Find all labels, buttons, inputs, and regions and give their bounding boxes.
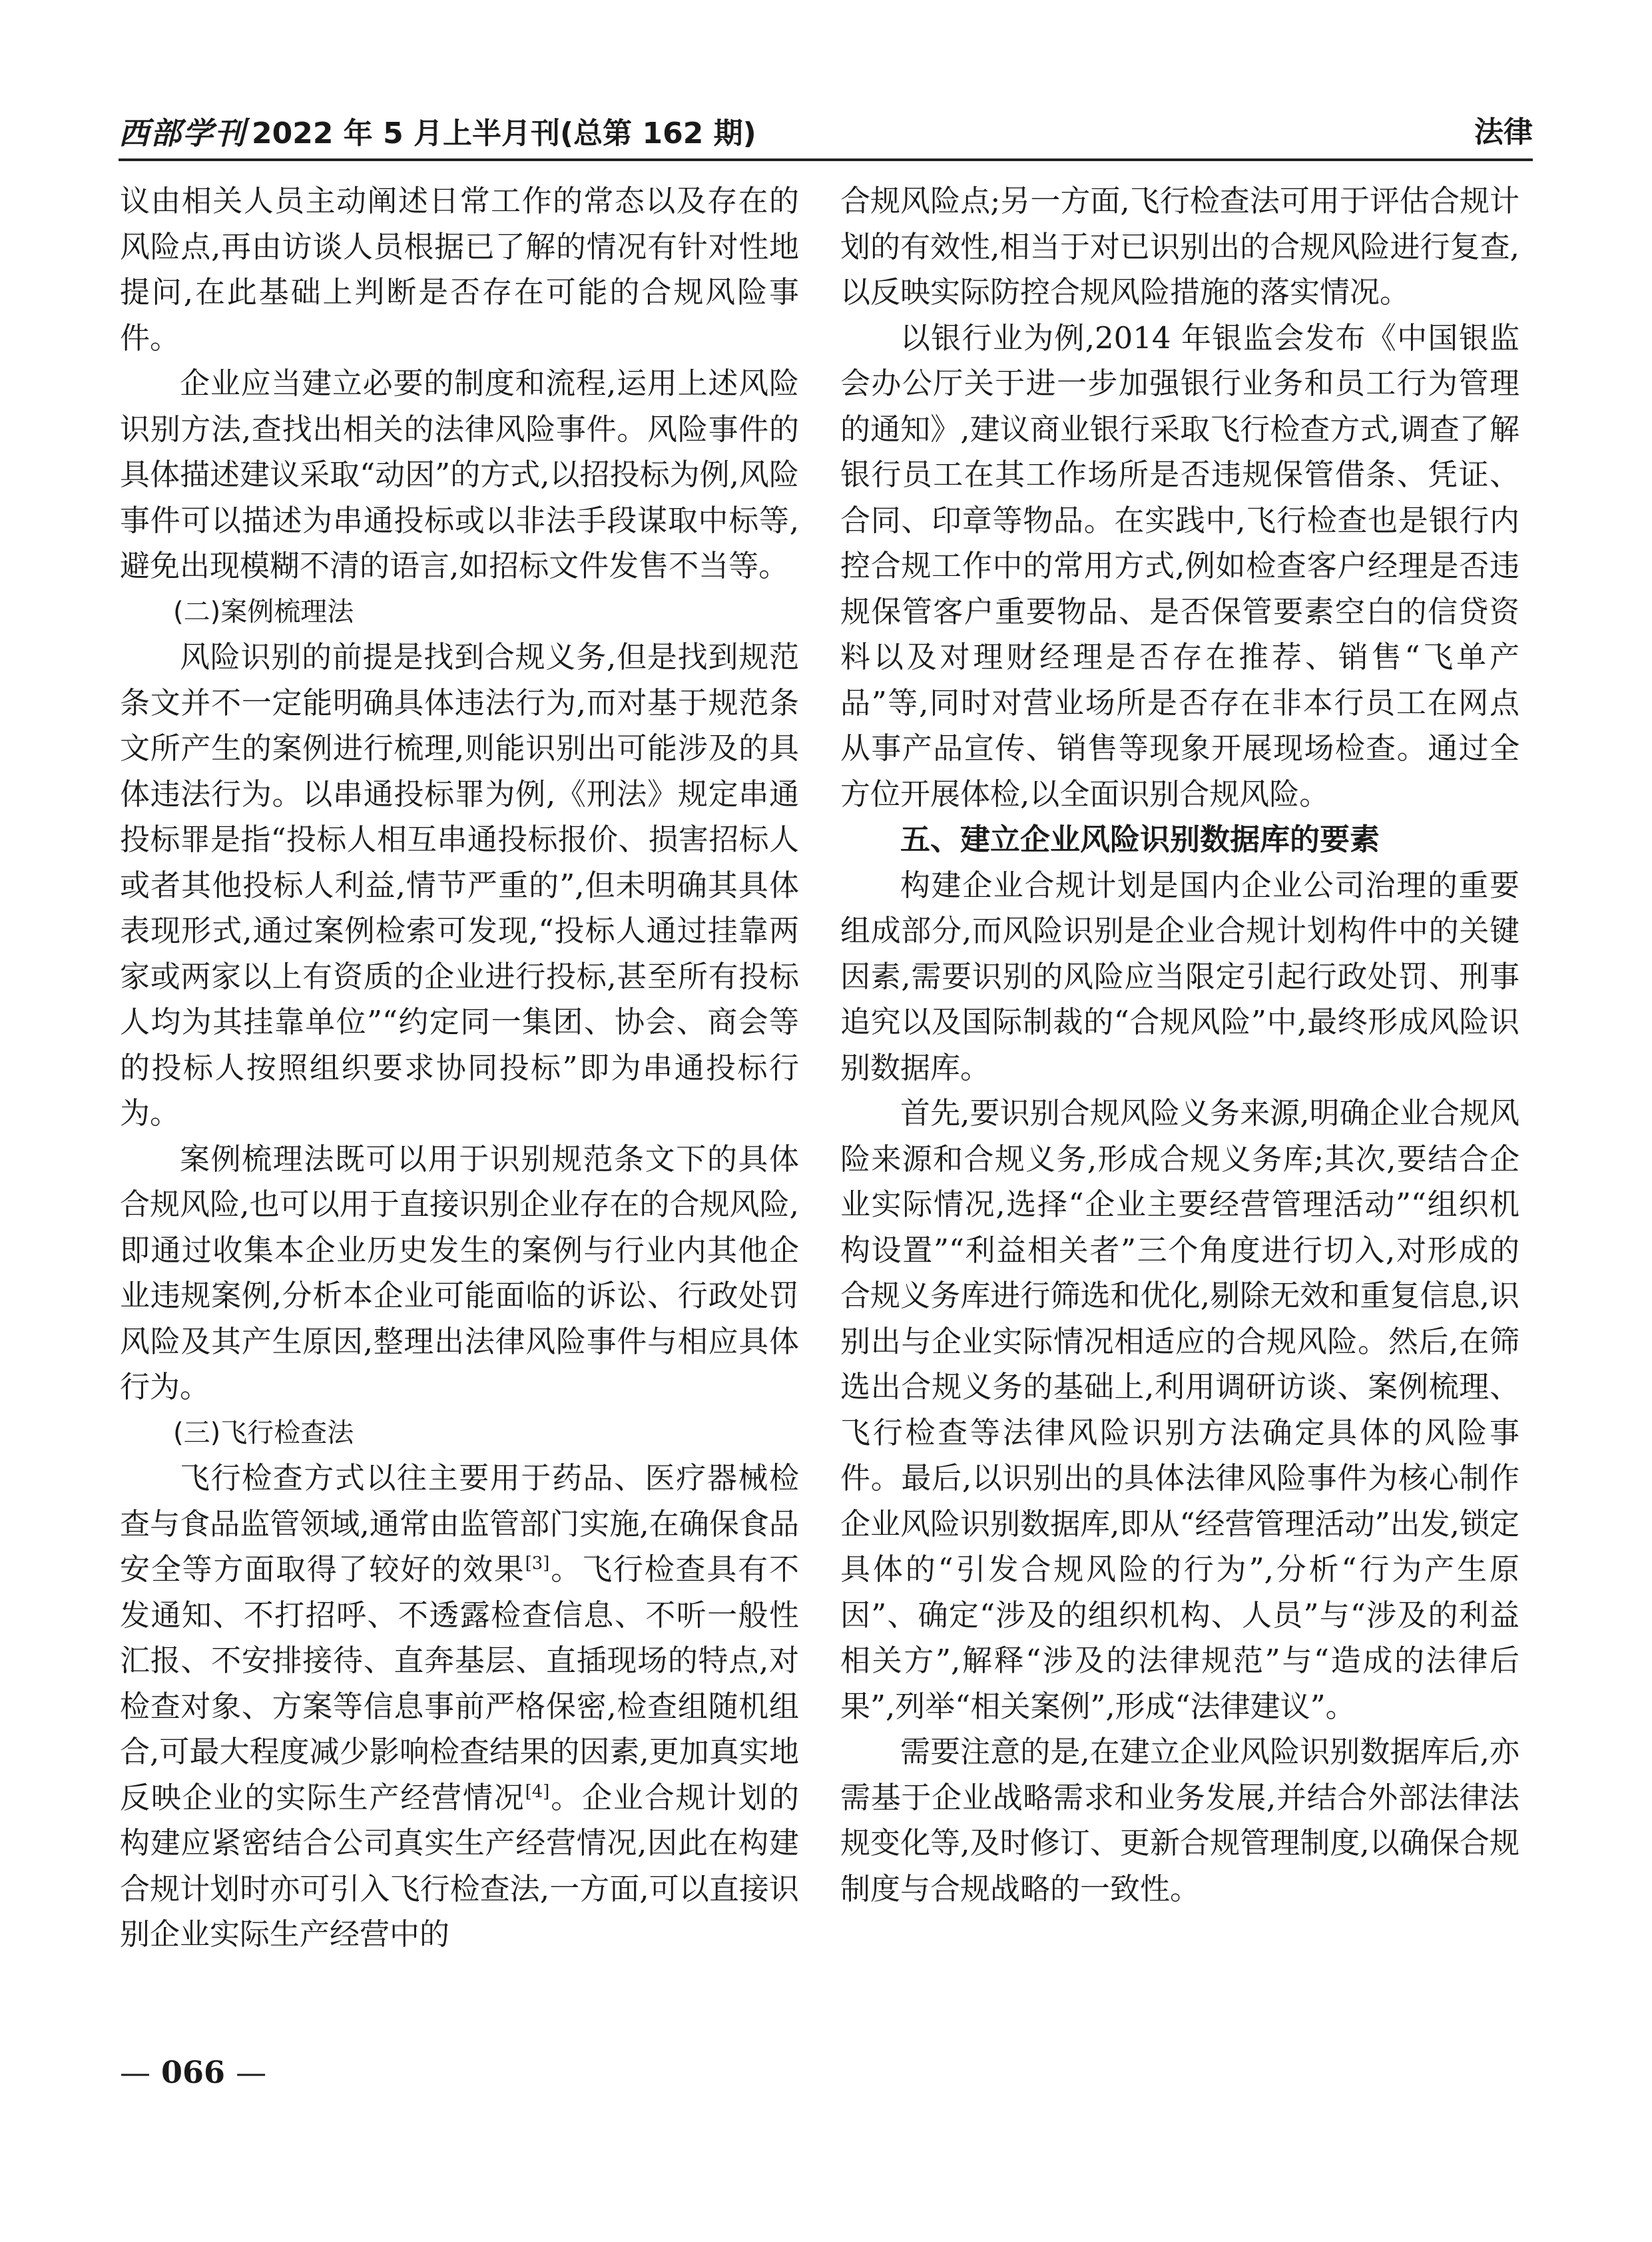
page-header (119, 105, 1533, 152)
text-run: 。飞行检查具有不发通知、不打招呼、不透露检查信息、不听一般性汇报、不安排接待、直奔基层、直插现场的特点,对检查对象、方案等信息事前严格保密,检查组随机组合,可最大程度减少影响检查结果的因素,更加真实地反映企业的实际生产经营情况 (120, 1551, 799, 1815)
header-rule (119, 158, 1533, 161)
text-run: 飞行检查方式以往主要用于药品、医疗器械检查与食品监管领域,通常由监管部门实施,在确保食品安全等方面取得了较好的效果 (120, 1460, 799, 1587)
citation-4: [4] (525, 1781, 550, 1802)
journal-logo: 西部学刊 (119, 115, 246, 151)
right-column (840, 178, 1519, 1912)
paragraph: 构建企业合规计划是国内企业公司治理的重要组成部分,而风险识别是企业合规计划构件中的关键因素,需要识别的风险应当限定引起行政处罚、刑事追究以及国际制裁的“合规风险”中,最终形成风险识别数据库。 (840, 867, 1519, 1085)
page-footer (120, 2054, 266, 2090)
footer-dash-right: — (236, 2054, 267, 2090)
subheading-case-method: (二)案例梳理法 (173, 596, 354, 627)
paragraph: 首先,要识别合规风险义务来源,明确企业合规风险来源和合规义务,形成合规义务库;其次,要结合企业实际情况,选择“企业主要经营管理活动”“组织机构设置”“利益相关者”三个角度进行切入,对形成的合规义务库进行筛选和优化,剔除无效和重复信息,识别出与企业实际情况相适应的合规风险。然后,在筛选出合规义务的基础上,利用调研访谈、案例梳理、飞行检查等法律风险识别方法确定具体的风险事件。最后,以识别出的具体法律风险事件为核心制作企业风险识别数据库,即从“经营管理活动”出发,锁定具体的“引发合规风险的行为”,分析“行为产生原因”、确定“涉及的组织机构、人员”与“涉及的利益相关方”,解释“涉及的法律规范”与“造成的法律后果”,列举“相关案例”,形成“法律建议”。 (840, 1095, 1519, 1724)
page-number: 066 (161, 2054, 226, 2090)
text-run: 。企业合规计划的构建应紧密结合公司真实生产经营情况,因此在构建合规计划时亦可引入飞行检查法,一方面,可以直接识别企业实际生产经营中的 (120, 1779, 799, 1952)
paragraph: 以银行业为例,2014 年银监会发布《中国银监会办公厅关于进一步加强银行业务和员工行为管理的通知》,建议商业银行采取飞行检查方式,调查了解银行员工在其工作场所是否违规保管借条、凭证、合同、印章等物品。在实践中,飞行检查也是银行内控合规工作中的常用方式,例如检查客户经理是否违规保管客户重要物品、是否保管要素空白的信贷资料以及对理财经理是否存在推荐、销售“飞单产品”等,同时对营业场所是否存在非本行员工在网点从事产品宣传、销售等现象开展现场检查。通过全方位开展体检,以全面识别合规风险。 (840, 320, 1519, 812)
footer-dash-left: — (120, 2054, 150, 2090)
section-heading: 五、建立企业风险识别数据库的要素 (900, 822, 1380, 857)
left-column (120, 178, 799, 1958)
paragraph: 合规风险点;另一方面,飞行检查法可用于评估合规计划的有效性,相当于对已识别出的合规风险进行复查,以反映实际防控合规风险措施的落实情况。 (840, 183, 1519, 310)
issue-info: 2022 年 5 月上半月刊(总第 162 期) (252, 117, 756, 150)
paragraph (120, 1456, 799, 1958)
paragraph: 需要注意的是,在建立企业风险识别数据库后,亦需基于企业战略需求和业务发展,并结合外部法律法规变化等,及时修订、更新合规管理制度,以确保合规制度与合规战略的一致性。 (840, 1734, 1519, 1906)
paragraph: 企业应当建立必要的制度和流程,运用上述风险识别方法,查找出相关的法律风险事件。风险事件的具体描述建议采取“动因”的方式,以招投标为例,风险事件可以描述为串通投标或以非法手段谋取中标等,避免出现模糊不清的语言,如招标文件发售不当等。 (120, 366, 799, 583)
paragraph: 风险识别的前提是找到合规义务,但是找到规范条文并不一定能明确具体违法行为,而对基于规范条文所产生的案例进行梳理,则能识别出可能涉及的具体违法行为。以串通投标罪为例,《刑法》规定串通投标罪是指“投标人相互串通投标报价、损害招标人或者其他投标人利益,情节严重的”,但未明确其具体表现形式,通过案例检索可发现,“投标人通过挂靠两家或两家以上有资质的企业进行投标,甚至所有投标人均为其挂靠单位”“约定同一集团、协会、商会等的投标人按照组织要求协同投标”即为串通投标行为。 (120, 639, 799, 1131)
section-name: 法律 (1474, 115, 1533, 149)
citation-3: [3] (525, 1553, 550, 1573)
subheading-flight-check: (三)飞行检查法 (173, 1417, 354, 1448)
paragraph: 议由相关人员主动阐述日常工作的常态以及存在的风险点,再由访谈人员根据已了解的情况有针对性地提问,在此基础上判断是否存在可能的合规风险事件。 (120, 183, 799, 356)
paragraph: 案例梳理法既可以用于识别规范条文下的具体合规风险,也可以用于直接识别企业存在的合规风险,即通过收集本企业历史发生的案例与行业内其他企业违规案例,分析本企业可能面临的诉讼、行政处罚风险及其产生原因,整理出法律风险事件与相应具体行为。 (120, 1141, 799, 1404)
